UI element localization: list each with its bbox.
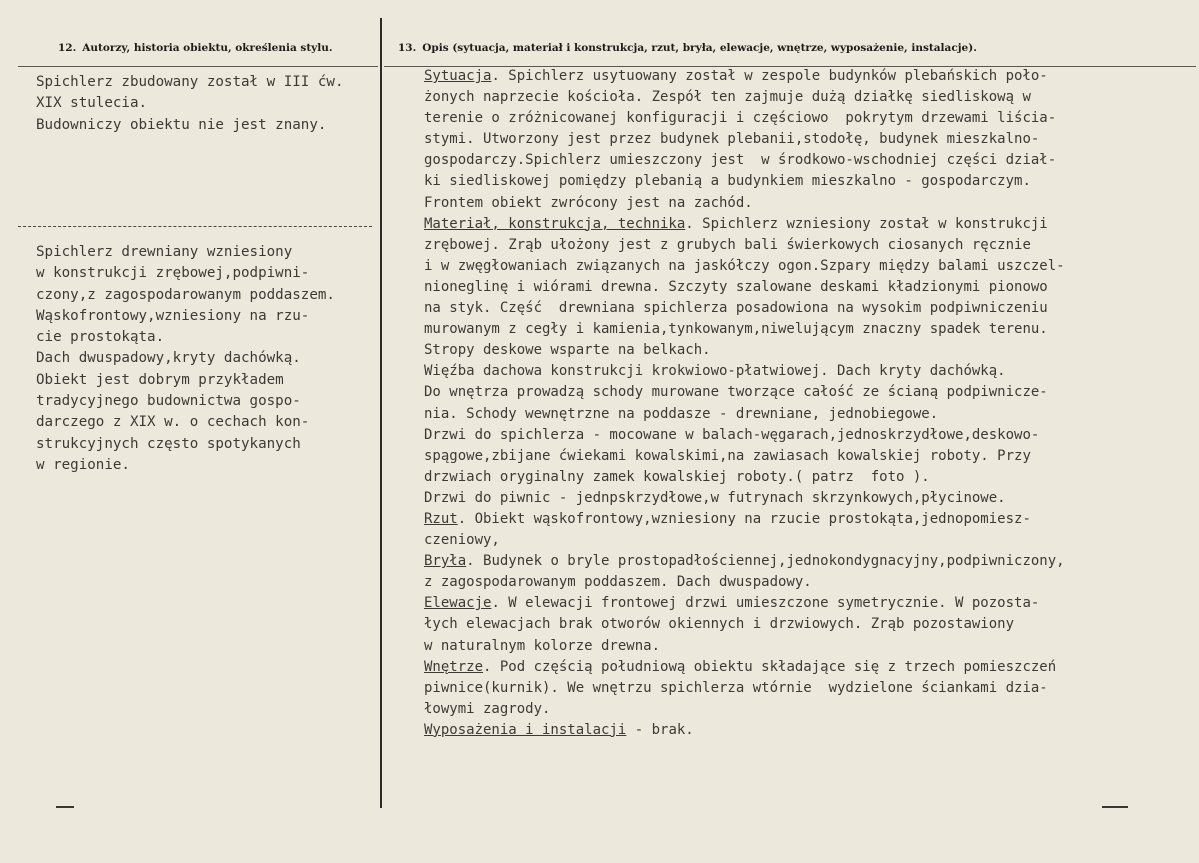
text-line [424, 319, 1065, 340]
text-line: w regionie. [36, 456, 130, 473]
text-line: Spichlerz drewniany wzniesiony [36, 244, 293, 260]
text-line [424, 720, 1065, 741]
text-line [424, 509, 1065, 530]
text-line [424, 87, 1065, 108]
line-text: spągowe,zbijane ćwiekami kowalskimi,na zawiasach kowalskiej roboty. Przy [424, 447, 1031, 464]
section-13-number: 13. [398, 42, 417, 54]
line-text: Więźba dachowa konstrukcji krokwiowo-płatwiowej. Dach kryty dachówką. [424, 363, 1006, 380]
section-12-header [58, 42, 333, 54]
line-text: z zagospodarowanym poddaszem. Dach dwuspadowy. [424, 574, 812, 591]
text-line [424, 467, 1065, 488]
subsection-heading: Materiał, konstrukcja, technika [424, 215, 686, 232]
line-text: czeniowy, [424, 532, 500, 549]
text-line [424, 108, 1065, 129]
text-line [424, 340, 1065, 361]
line-text: . Spichlerz usytuowany został w zespole budynków plebańskich poło- [491, 68, 1048, 84]
line-text: Do wnętrza prowadzą schody murowane tworzące całość ze ścianą podpiwnicze- [424, 384, 1048, 401]
line-text: drzwiach oryginalny zamek kowalskiej roboty.( patrz foto ). [424, 468, 930, 485]
bottom-mark-right [1102, 806, 1128, 808]
line-text: i w zwęgłowaniach związanych na jaskółczy ogon.Szpary między balami uszczel- [424, 257, 1065, 274]
line-text: . Spichlerz wzniesiony został w konstrukcji [685, 215, 1048, 232]
text-line [424, 256, 1065, 277]
text-line [424, 382, 1065, 403]
line-text: żonych naprzecie kościoła. Zespół ten zajmuje dużą działkę siedliskową w [424, 89, 1031, 106]
line-text: nia. Schody wewnętrzne na poddasze - drewniane, jednobiegowe. [424, 405, 939, 422]
subsection-heading: Wyposażenia i instalacji [424, 721, 627, 738]
section-12-body [36, 72, 344, 136]
text-line [424, 572, 1065, 593]
line-text: murowanym z cegły i kamienia,tynkowanym,niwelującym znaczny spadek terenu. [424, 321, 1048, 338]
text-line [424, 66, 1065, 87]
subsection-heading: Sytuacja [424, 68, 492, 84]
line-text: . W elewacji frontowej drzwi umieszczone symetrycznie. W pozosta- [491, 595, 1040, 612]
line-text: . Budynek o bryle prostopadłościennej,jednokondygnacyjny,podpiwniczony, [466, 553, 1065, 570]
text-line [424, 551, 1065, 572]
text-line: czony,z zagospodarowanym poddaszem. [36, 286, 335, 303]
line-text: Drzwi do spichlerza - mocowane w balach-węgarach,jednoskrzydłowe,deskowo- [424, 426, 1040, 443]
text-line [424, 488, 1065, 509]
subsection-heading: Rzut [424, 510, 458, 527]
text-line [424, 214, 1065, 235]
line-text: łowymi zagrody. [424, 700, 551, 717]
text-line: w konstrukcji zrębowej,podpiwni- [36, 265, 310, 282]
line-text: . Pod częścią południową obiektu składające się z trzech pomieszczeń [483, 658, 1057, 675]
section-13-header [398, 42, 977, 54]
text-line [424, 446, 1065, 467]
line-text: terenie o zróżnicowanej konfiguracji i częściowo pokrytym drzewami liścia- [424, 110, 1057, 127]
text-line [424, 193, 1065, 214]
line-text: zrębowej. Zrąb ułożony jest z grubych bali świerkowych ciosanych ręcznie [424, 236, 1031, 253]
line-text: łych elewacjach brak otworów okiennych i drzwiowych. Zrąb pozostawiony [424, 616, 1015, 633]
subsection-heading: Bryła [424, 553, 467, 570]
text-line: Obiekt jest dobrym przykładem [36, 371, 284, 388]
text-line [424, 678, 1065, 699]
line-text: w naturalnym kolorze drewna. [424, 637, 661, 654]
text-line: cie prostokąta. [36, 329, 165, 346]
line-text: - brak. [626, 721, 694, 738]
text-line [424, 298, 1065, 319]
text-line [424, 277, 1065, 298]
line-text: Frontem obiekt zwrócony jest na zachód. [424, 194, 753, 211]
text-line: Budowniczy obiektu nie jest znany. [36, 116, 327, 133]
section-12-number: 12. [58, 42, 77, 54]
text-line [424, 636, 1065, 657]
line-text: piwnice(kurnik). We wnętrzu spichlerza wtórnie wydzielone ściankami dzia- [424, 679, 1048, 696]
text-line [424, 699, 1065, 720]
text-line [424, 404, 1065, 425]
subsection-heading: Wnętrze [424, 658, 484, 675]
text-line [424, 657, 1065, 678]
dashed-separator [18, 226, 372, 227]
line-text: Stropy deskowe wsparte na belkach. [424, 342, 711, 359]
text-line [424, 614, 1065, 635]
text-line [424, 361, 1065, 382]
line-text: Drzwi do piwnic - jednpskrzydłowe,w futrynach skrzynkowych,płycinowe. [424, 489, 1006, 506]
text-line: strukcyjnych często spotykanych [36, 435, 301, 452]
line-text: stymi. Utworzony jest przez budynek plebanii,stodołę, budynek mieszkalno- [424, 131, 1040, 148]
section-13-body [424, 66, 1065, 741]
text-line: darczego z XIX w. o cechach kon- [36, 414, 310, 431]
text-line [424, 235, 1065, 256]
line-text: na styk. Część drewniana spichlerza posadowiona na wysokim podpiwniczeniu [424, 300, 1048, 317]
section-13-title: Opis (sytuacja, materiał i konstrukcja, rzut, bryła, elewacje, wnętrze, wyposażenie, instalacje). [422, 42, 977, 54]
line-text: . Obiekt wąskofrontowy,wzniesiony na rzucie prostokąta,jednopomiesz- [457, 510, 1031, 527]
line-text: gospodarczy.Spichlerz umieszczony jest w środkowo-wschodniej części dział- [424, 152, 1057, 169]
text-line: Wąskofrontowy,wzniesiony na rzu- [36, 307, 310, 324]
text-line: XIX stulecia. [36, 95, 148, 112]
text-line: Dach dwuspadowy,kryty dachówką. [36, 350, 301, 367]
text-line [424, 593, 1065, 614]
text-line: tradycyjnego budownictwa gospo- [36, 393, 301, 410]
text-line [424, 171, 1065, 192]
left-description-body [36, 242, 335, 476]
text-line [424, 129, 1065, 150]
subsection-heading: Elewacje [424, 595, 492, 612]
text-line [424, 530, 1065, 551]
text-line: Spichlerz zbudowany został w III ćw. [36, 74, 344, 90]
line-text: ki siedliskowej pomiędzy plebanią a budynkiem mieszkalno - gospodarczym. [424, 173, 1031, 190]
line-text: nioneglinę i wiórami drewna. Szczyty szalowane deskami kładzionymi pionowo [424, 278, 1048, 295]
section-12-title: Autorzy, historia obiektu, określenia stylu. [82, 42, 333, 54]
bottom-mark-left [56, 806, 74, 808]
header-rule-left [18, 66, 378, 67]
text-line [424, 425, 1065, 446]
column-divider [380, 18, 382, 808]
text-line [424, 150, 1065, 171]
